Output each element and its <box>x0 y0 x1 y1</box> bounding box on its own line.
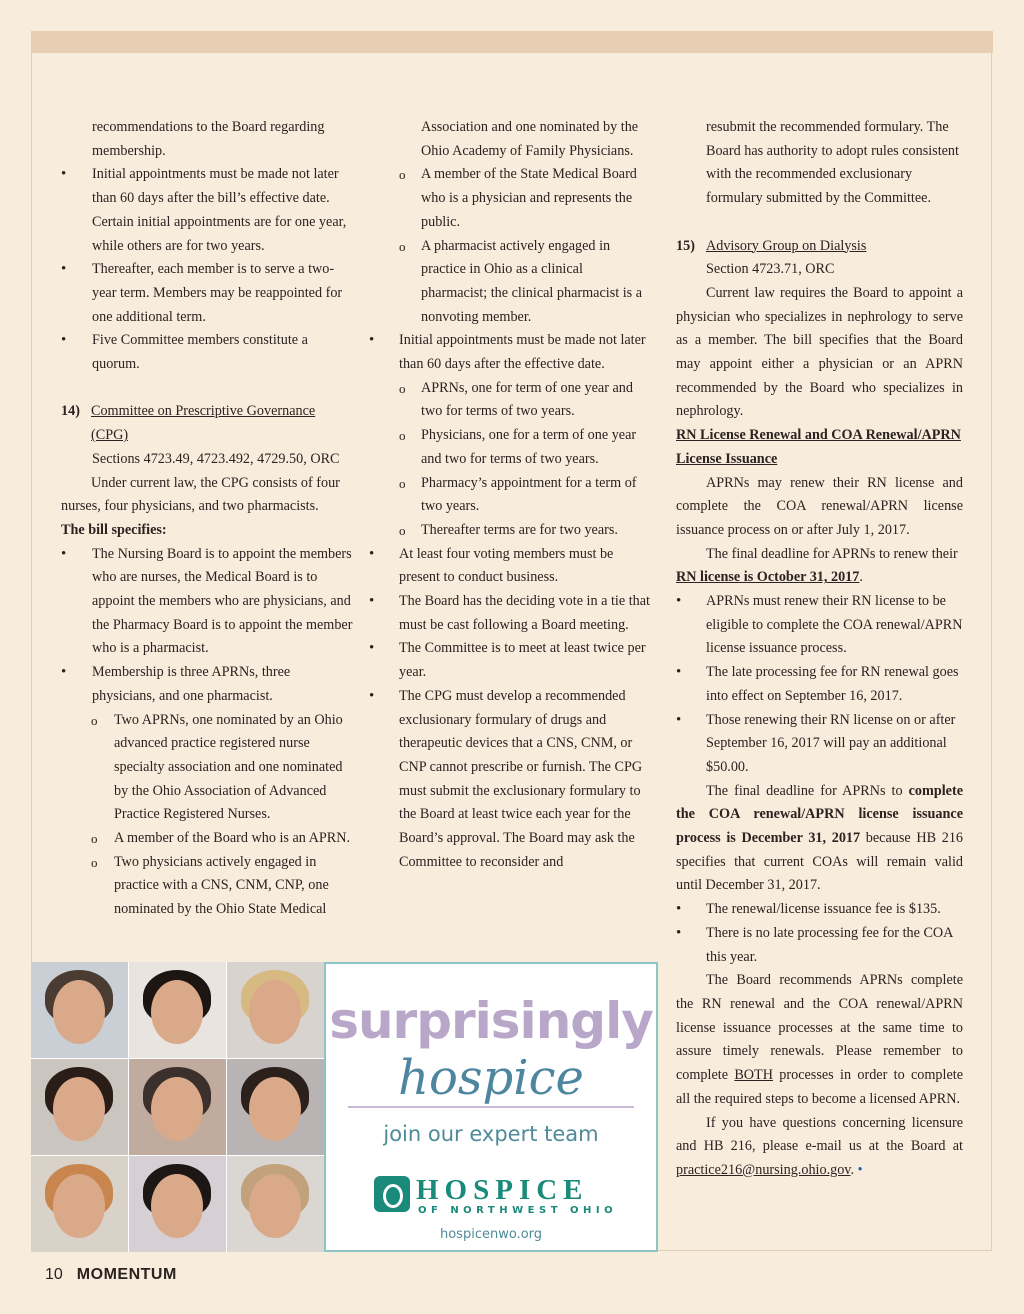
portrait-photo <box>31 1156 128 1252</box>
portrait-photo <box>227 1156 324 1252</box>
paragraph <box>676 780 963 899</box>
portrait-photo <box>31 1059 128 1155</box>
sub-bullet-item: o A member of the State Medical Board who is a physician and represents the public. <box>369 163 651 234</box>
email-link[interactable]: practice216@nursing.ohio.gov <box>676 1161 851 1178</box>
column-1 <box>61 116 353 922</box>
paragraph <box>676 969 963 1111</box>
text-line: Association and one nominated by the Ohio Academy of Family Physicians. <box>421 119 639 159</box>
portrait-photo <box>227 962 324 1058</box>
section-reference: Section 4723.71, ORC <box>706 261 835 278</box>
text-run: If you have questions concerning licensure and HB 216, please e-mail us at the Board at <box>676 1114 963 1155</box>
sub-bullet-item: o Thereafter terms are for two years. <box>369 519 651 543</box>
end-mark-icon: • <box>857 1161 863 1178</box>
deadline-text: complete the COA renewal/APRN license issuance process is December 31, 2017 <box>676 782 963 847</box>
text-run: The Board recommends APRNs complete the RN renewal and the COA renewal/APRN license issuance processes at the same time to assure timely renewals. Please remember to complete <box>676 972 963 1084</box>
hospice-advertisement[interactable] <box>31 962 658 1252</box>
portrait-face <box>249 980 301 1044</box>
portrait-face <box>249 1077 301 1141</box>
bullet-item: • The renewal/license issuance fee is $135. <box>676 898 963 922</box>
section-title: Committee on Prescriptive Governance (CPG) <box>91 403 316 444</box>
text-line: resubmit the recommended formulary. The Board has authority to adopt rules consistent with the recommended exclusionary formulary submitted by the Committee. <box>706 119 959 207</box>
deadline-text: RN license is October 31, 2017 <box>676 569 860 586</box>
section-number: 15) <box>676 237 695 254</box>
bullet-item: • The CPG must develop a recommended exclusionary formulary of drugs and therapeutic devices that a CNS, CNM, or CNP cannot prescribe or furnish. The CPG must submit the exclusionary formulary to the Board at least twice each year for the Board’s approval. The Board may ask the Committee to reconsider and <box>369 685 651 875</box>
text-run: . <box>850 1161 855 1178</box>
sub-bullet-item: o Physicians, one for a term of one year and two for terms of two years. <box>369 424 651 471</box>
section-heading-15 <box>676 235 963 259</box>
paragraph <box>676 543 963 590</box>
bullet-item: • The late processing fee for RN renewal goes into effect on September 16, 2017. <box>676 661 963 708</box>
bullet-item: • Membership is three APRNs, three physicians, and one pharmacist. <box>61 661 353 708</box>
ad-url-link[interactable]: hospicenwo.org <box>439 1227 543 1242</box>
bullet-item: • APRNs must renew their RN license to be eligible to complete the COA renewal/APRN license issuance process. <box>676 590 963 661</box>
paragraph <box>676 1112 963 1183</box>
portrait-photo <box>129 1059 226 1155</box>
section-title: Advisory Group on Dialysis <box>706 237 867 254</box>
column-3 <box>676 116 963 1183</box>
portrait-face <box>151 1174 203 1238</box>
magazine-name: MOMENTUM <box>76 1266 177 1283</box>
bullet-item: • Initial appointments must be made not later than 60 days after the effective date. <box>369 329 651 376</box>
ad-headline-2: hospice <box>398 1050 584 1106</box>
paragraph: Under current law, the CPG consists of four nurses, four physicians, and two pharmacists. <box>61 474 340 515</box>
bullet-item: • Initial appointments must be made not later than 60 days after the bill’s effective date. Certain initial appointments are for one year, while others are for two years. <box>61 163 353 258</box>
bullet-item: • At least four voting members must be present to conduct business. <box>369 543 651 590</box>
portrait-face <box>53 980 105 1044</box>
bullet-item: • There is no late processing fee for the COA this year. <box>676 922 963 969</box>
bullet-item: • Those renewing their RN license on or after September 16, 2017 will pay an additional $50.00. <box>676 709 963 780</box>
portrait-photo <box>129 962 226 1058</box>
paragraph: APRNs may renew their RN license and complete the COA renewal/APRN license issuance process on or after July 1, 2017. <box>676 474 963 538</box>
photo-grid <box>31 962 324 1252</box>
brand-name: HOSPICE <box>416 1174 589 1206</box>
text-line: membership. <box>92 142 166 159</box>
section-reference: Sections 4723.49, 4723.492, 4729.50, ORC <box>92 450 340 467</box>
section-heading-14 <box>61 400 353 447</box>
ad-text-panel <box>324 962 658 1252</box>
emphasis-text: BOTH <box>734 1067 773 1084</box>
portrait-face <box>53 1077 105 1141</box>
ad-tagline: join our expert team <box>383 1122 599 1146</box>
hospice-logo-icon <box>374 1176 410 1212</box>
text-run: The final deadline for APRNs to renew their <box>706 545 958 562</box>
text-run: processes in order to complete all the required steps to become a licensed APRN. <box>676 1067 964 1107</box>
page-number: 10 <box>45 1266 63 1283</box>
subheading: RN License Renewal and COA Renewal/APRN License Issuance <box>676 427 961 467</box>
text-run: . <box>859 569 863 586</box>
portrait-face <box>151 1077 203 1141</box>
column-2 <box>369 116 651 875</box>
divider <box>348 1106 634 1108</box>
bullet-item: • The Nursing Board is to appoint the members who are nurses, the Medical Board is to appoint the members who are physicians, and the Pharmacy Board is to appoint the member who is a pharmacist. <box>61 543 353 662</box>
sub-bullet-item: o Two physicians actively engaged in practice with a CNS, CNM, CNP, one nominated by the Ohio State Medical <box>61 851 353 922</box>
portrait-photo <box>227 1059 324 1155</box>
text-line: recommendations to the Board regarding <box>92 119 325 135</box>
bullet-item: • Five Committee members constitute a quorum. <box>61 329 353 376</box>
subheading: The bill specifies: <box>61 521 167 538</box>
sub-bullet-item: o Pharmacy’s appointment for a term of two years. <box>369 472 651 519</box>
ad-headline-1: surprisingly <box>329 992 653 1050</box>
brand-subtitle: OF NORTHWEST OHIO <box>418 1205 618 1216</box>
text-run: because HB 216 specifies that current COAs will remain valid until December 31, 2017. <box>676 830 964 894</box>
section-number: 14) <box>61 403 80 420</box>
page-footer <box>45 1266 177 1284</box>
bullet-item: • The Board has the deciding vote in a tie that must be cast following a Board meeting. <box>369 590 651 637</box>
bullet-item: • Thereafter, each member is to serve a two-year term. Members may be reappointed for one additional term. <box>61 258 353 329</box>
paragraph: Current law requires the Board to appoint a physician who specializes in nephrology to serve as a member. The bill specifies that the Board may appoint either a physician or an APRN recommended by the Board who specializes in nephrology. <box>676 284 963 420</box>
text-run: The final deadline for APRNs to <box>706 782 909 799</box>
sub-bullet-item: o A pharmacist actively engaged in practice in Ohio as a clinical pharmacist; the clinical pharmacist is a nonvoting member. <box>369 235 651 330</box>
portrait-photo <box>31 962 128 1058</box>
portrait-face <box>151 980 203 1044</box>
portrait-face <box>53 1174 105 1238</box>
portrait-face <box>249 1174 301 1238</box>
portrait-photo <box>129 1156 226 1252</box>
sub-bullet-item: o APRNs, one for term of one year and two for terms of two years. <box>369 377 651 424</box>
bullet-item: • The Committee is to meet at least twice per year. <box>369 637 651 684</box>
sub-bullet-item: o A member of the Board who is an APRN. <box>61 827 353 851</box>
sub-bullet-item: o Two APRNs, one nominated by an Ohio advanced practice registered nurse specialty association and one nominated by the Ohio Association of Advanced Practice Registered Nurses. <box>61 709 353 828</box>
